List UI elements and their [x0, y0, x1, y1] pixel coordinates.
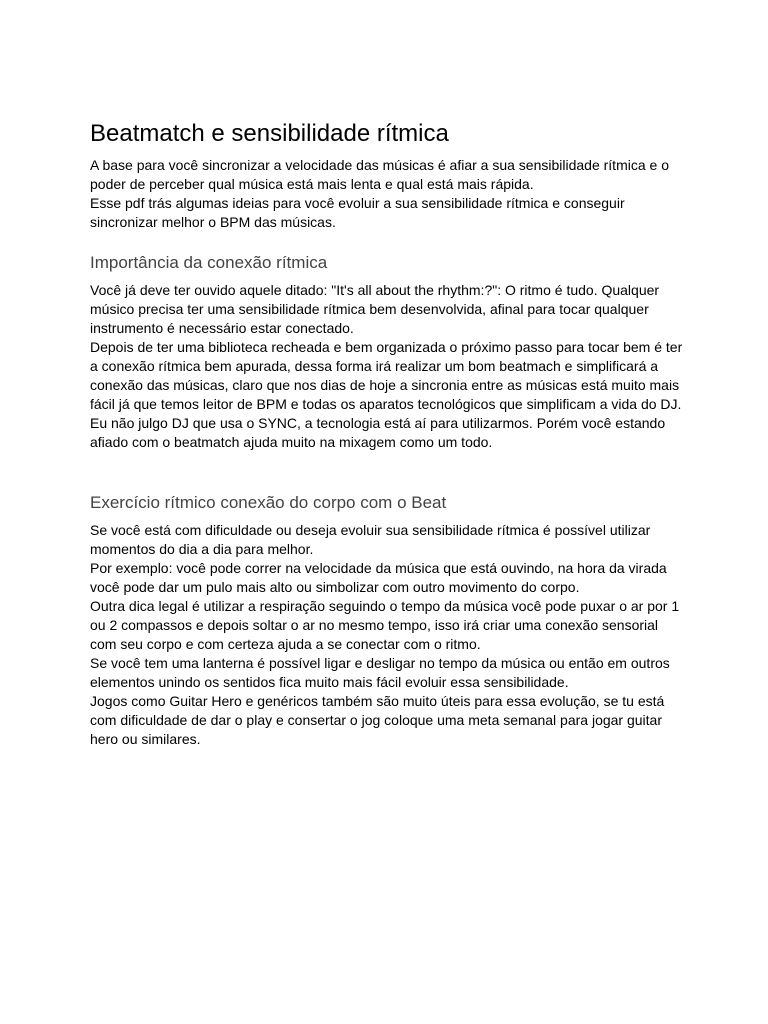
spacer: [90, 452, 690, 492]
spacer: [90, 232, 690, 252]
text-line: Se você tem uma lanterna é possível ligar e desligar no tempo da música ou então em outros: [90, 655, 670, 671]
text-line: Você já deve ter ouvido aquele ditado: "It's all about the rhythm:?": O ritmo é tudo. Qualquer: [90, 282, 660, 298]
text-line: fácil já que temos leitor de BPM e todas os aparatos tecnológicos que simplificam a vida do DJ.: [90, 396, 682, 412]
text-line: Jogos como Guitar Hero e genéricos também são muito úteis para essa evolução, se tu está: [90, 693, 665, 709]
text-line: ou 2 compassos e depois soltar o ar no mesmo tempo, isso irá criar uma conexão sensorial: [90, 617, 659, 633]
text-line: Se você está com dificuldade ou deseja evoluir sua sensibilidade rítmica é possível utilizar: [90, 522, 651, 538]
text-line: A base para você sincronizar a velocidade das músicas é afiar a sua sensibilidade rítmica e o: [90, 157, 669, 173]
section-paragraph-importancia: [90, 281, 690, 452]
text-line: Esse pdf trás algumas ideias para você evoluir a sua sensibilidade rítmica e conseguir: [90, 195, 625, 211]
text-line: poder de perceber qual música está mais lenta e qual está mais rápida.: [90, 176, 534, 192]
text-line: afiado com o beatmatch ajuda muito na mixagem como um todo.: [90, 434, 493, 450]
text-line: com seu corpo e com certeza ajuda a se conectar com o ritmo.: [90, 636, 481, 652]
text-line: momentos do dia a dia para melhor.: [90, 541, 314, 557]
text-line: Por exemplo: você pode correr na velocidade da música que está ouvindo, na hora da virada: [90, 560, 667, 576]
text-line: você pode dar um pulo mais alto ou simbolizar com outro movimento do corpo.: [90, 579, 580, 595]
document-title: Beatmatch e sensibilidade rítmica: [90, 120, 449, 147]
text-line: instrumento é necessário estar conectado.: [90, 320, 354, 336]
text-line: com dificuldade de dar o play e consertar o jog coloque uma meta semanal para jogar guitar: [90, 712, 662, 728]
text-line: conexão das músicas, claro que nos dias de hoje a sincronia entre as músicas está muito mais: [90, 377, 680, 393]
text-line: Eu não julgo DJ que usa o SYNC, a tecnologia está aí para utilizarmos. Porém você estando: [90, 415, 666, 431]
text-line: Outra dica legal é utilizar a respiração seguindo o tempo da música você pode puxar o ar por 1: [90, 598, 680, 614]
text-line: sincronizar melhor o BPM das músicas.: [90, 214, 336, 230]
text-line: hero ou similares.: [90, 731, 201, 747]
section-heading-exercicio: Exercício rítmico conexão do corpo com o Beat: [90, 493, 447, 512]
text-line: a conexão rítmica bem apurada, dessa forma irá realizar um bom beatmach e simplificará a: [90, 358, 659, 374]
document-page: [90, 118, 690, 749]
text-line: elementos unindo os sentidos fica muito mais fácil evoluir essa sensibilidade.: [90, 674, 569, 690]
section-paragraph-exercicio: [90, 521, 690, 749]
section-heading-importancia: Importância da conexão rítmica: [90, 253, 328, 272]
text-line: Depois de ter uma biblioteca recheada e bem organizada o próximo passo para tocar bem é ter: [90, 339, 683, 355]
text-line: músico precisa ter uma sensibilidade rítmica bem desenvolvida, afinal para tocar qualquer: [90, 301, 649, 317]
intro-paragraph: [90, 156, 690, 232]
